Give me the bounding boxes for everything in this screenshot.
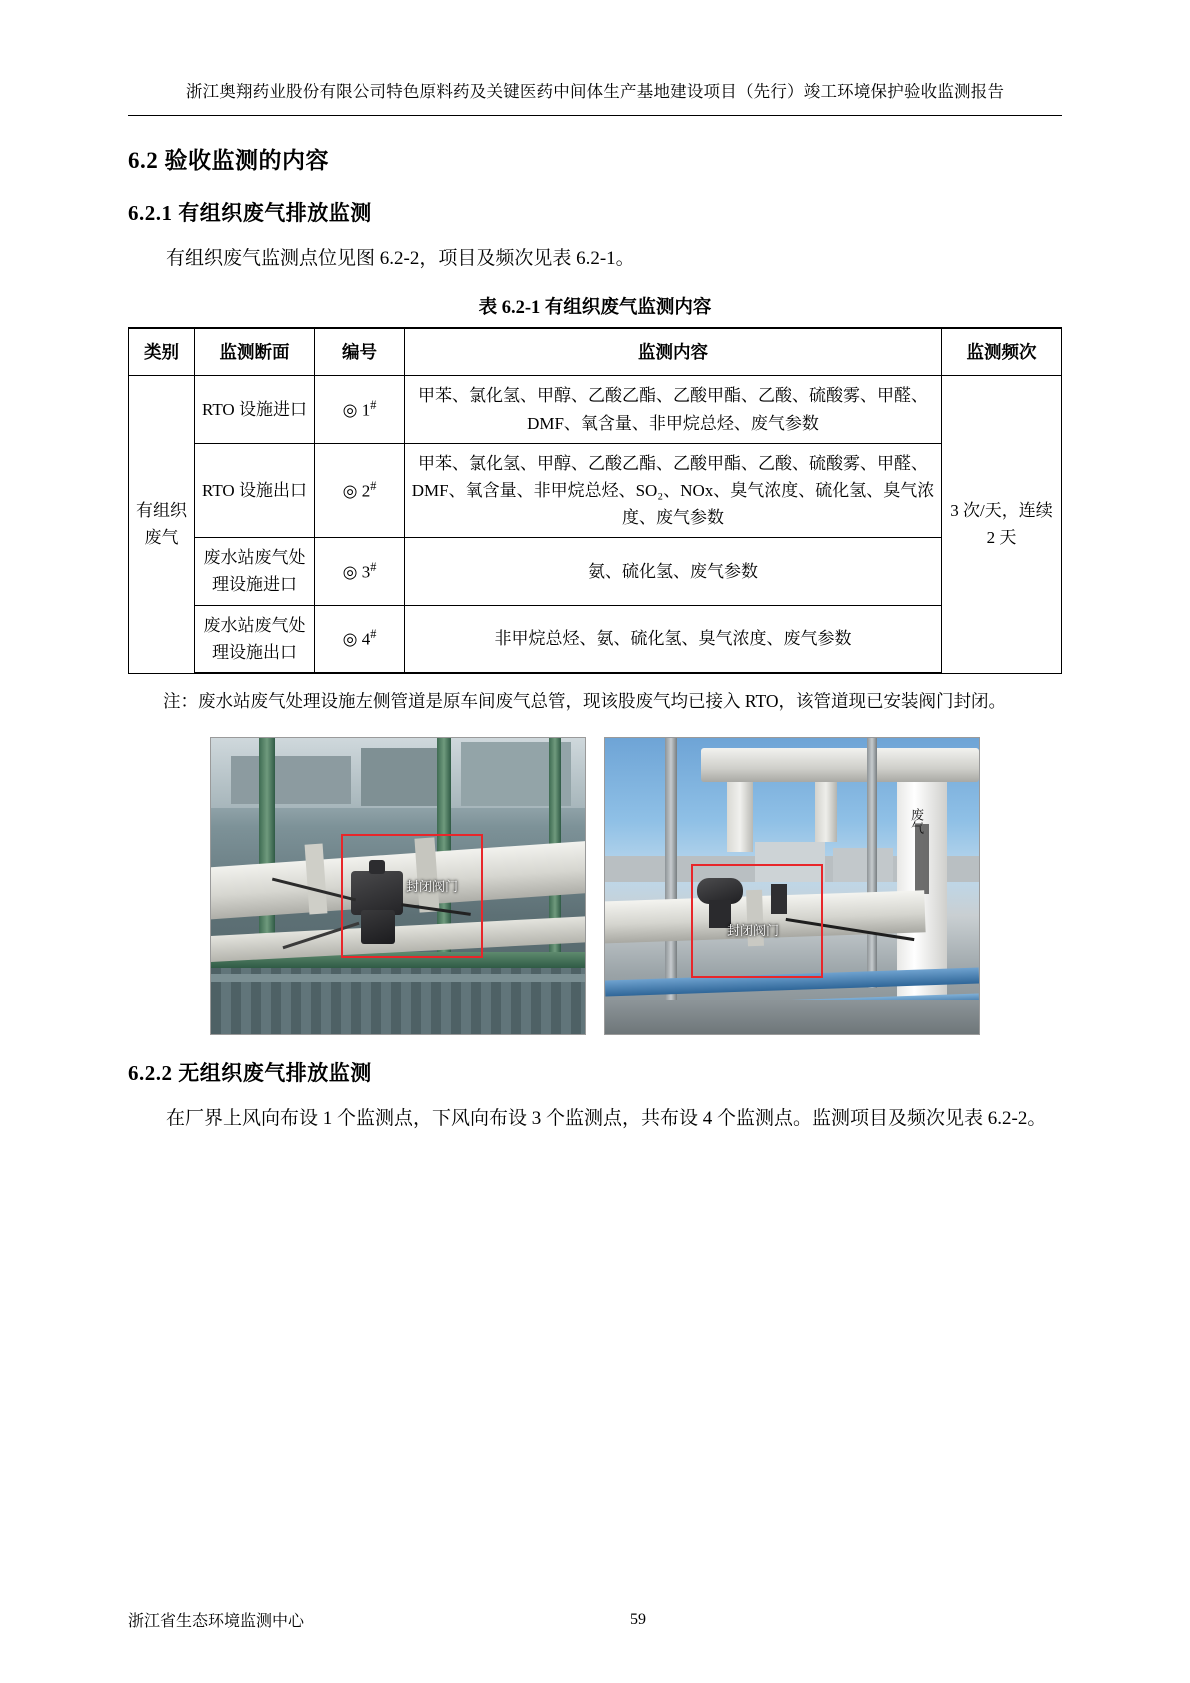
section-cell: RTO 设施出口 xyxy=(195,443,315,538)
number-sup: # xyxy=(370,478,377,493)
photo-row xyxy=(128,737,1062,1035)
content-cell: 非甲烷总烃、氨、硫化氢、臭气浓度、废气参数 xyxy=(405,605,942,673)
table-row xyxy=(129,376,1062,443)
paragraph-6-2-2: 在厂界上风向布设 1 个监测点，下风向布设 3 个监测点，共布设 4 个监测点。监测项目及频次见表 6.2-2。 xyxy=(166,1108,1047,1129)
section-cell: 废水站废气处理设施进口 xyxy=(195,538,315,605)
number-sup: # xyxy=(370,559,377,574)
number-cell: ◎ 3# xyxy=(315,538,405,605)
table-header-row xyxy=(129,328,1062,376)
number-sup: # xyxy=(370,397,377,412)
table-note: 注：废水站废气处理设施左侧管道是原车间废气总管，现该股废气均已接入 RTO，该管道现已安装阀门封闭。 xyxy=(163,691,1007,711)
photo-left xyxy=(210,737,586,1035)
table-header-cell: 编号 xyxy=(315,328,405,376)
photo-right xyxy=(604,737,980,1035)
footer-organization: 浙江省生态环境监测中心 xyxy=(128,1613,305,1630)
table-row xyxy=(129,443,1062,538)
table-caption: 表 6.2-1 有组织废气监测内容 xyxy=(478,298,712,319)
annotation-box xyxy=(341,834,483,958)
number-cell: ◎ 4# xyxy=(315,605,405,673)
section-heading-6-2: 6.2 验收监测的内容 xyxy=(128,148,329,174)
number-cell: ◎ 2# xyxy=(315,443,405,538)
content-cell: 氨、硫化氢、废气参数 xyxy=(405,538,942,605)
monitoring-table xyxy=(128,327,1062,674)
header-divider xyxy=(128,115,1062,116)
number-cell: ◎ 1# xyxy=(315,376,405,443)
photo-annotation-label: 封闭阀门 xyxy=(406,879,459,894)
table-header-cell: 监测断面 xyxy=(195,328,315,376)
tank-label: 废气 xyxy=(909,808,924,834)
table-row xyxy=(129,538,1062,605)
section-heading-6-2-2: 6.2.2 无组织废气排放监测 xyxy=(128,1061,372,1085)
section-cell: 废水站废气处理设施出口 xyxy=(195,605,315,673)
table-header-cell: 类别 xyxy=(129,328,195,376)
paragraph-6-2-1: 有组织废气监测点位见图 6.2-2，项目及频次见表 6.2-1。 xyxy=(166,248,635,270)
document-header: 浙江奥翔药业股份有限公司特色原料药及关键医药中间体生产基地建设项目（先行）竣工环境保护验收监测报告 xyxy=(185,82,1005,101)
frequency-cell: 3 次/天，连续 2 天 xyxy=(942,376,1062,673)
footer-page-number: 59 xyxy=(630,1610,646,1628)
photo-annotation-label: 封闭阀门 xyxy=(727,923,780,938)
content-cell: 甲苯、氯化氢、甲醇、乙酸乙酯、乙酸甲酯、乙酸、硫酸雾、甲醛、DMF、氧含量、非甲烷总烃、废气参数 xyxy=(405,376,942,443)
category-cell: 有组织废气 xyxy=(129,376,195,673)
section-cell: RTO 设施进口 xyxy=(195,376,315,443)
number-sup: # xyxy=(370,626,377,641)
page-footer xyxy=(128,1608,1062,1631)
table-header-cell: 监测内容 xyxy=(405,328,942,376)
table-header-cell: 监测频次 xyxy=(942,328,1062,376)
section-heading-6-2-1: 6.2.1 有组织废气排放监测 xyxy=(128,201,372,226)
table-row xyxy=(129,605,1062,673)
content-cell: 甲苯、氯化氢、甲醇、乙酸乙酯、乙酸甲酯、乙酸、硫酸雾、甲醛、DMF、氧含量、非甲烷总烃、SO₂、NOx、臭气浓度、硫化氢、臭气浓度、废气参数 xyxy=(405,443,942,538)
